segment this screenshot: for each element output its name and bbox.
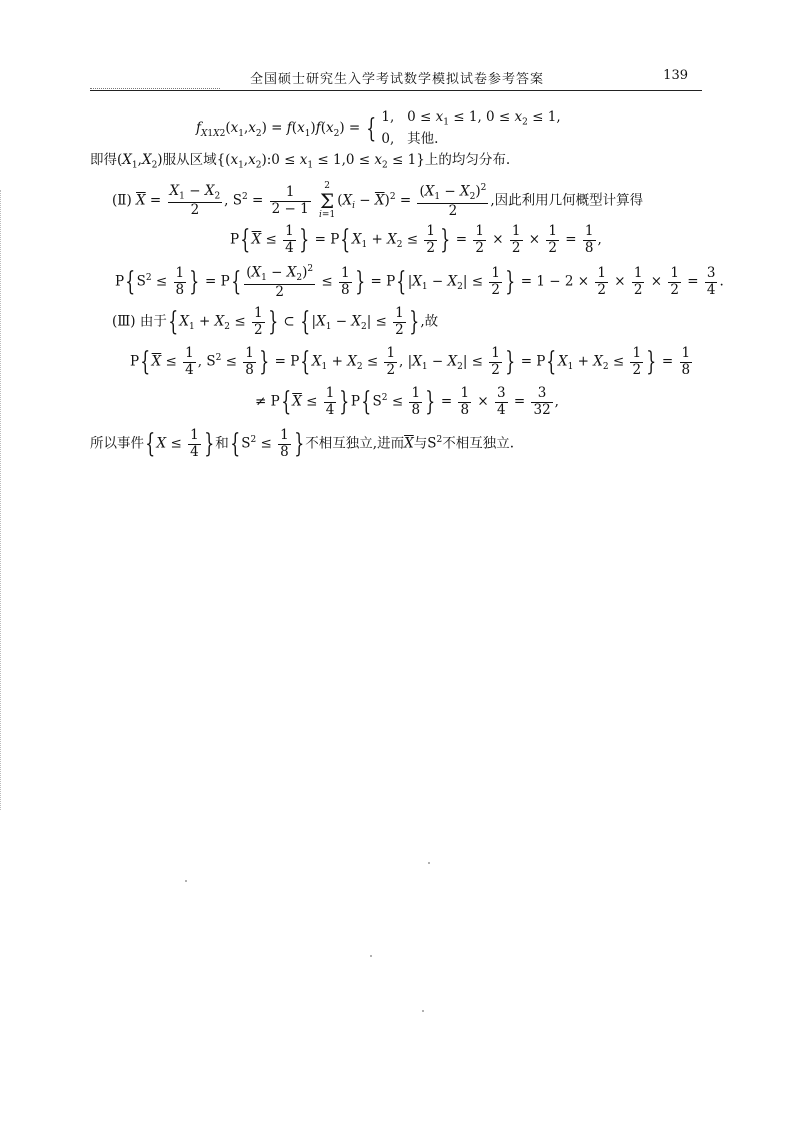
equation-prob-mean: $P\{\overline{X}$ ≤ $\frac{1}{4}$ } = $P\{X_1 + X_2$ ≤ $\frac{1}{2}$ } = $\frac{1}{2}$ × $\frac{1}{2}$ × $\frac{1}{2}$ = $\frac{1}{8}$ , xyxy=(230,223,602,256)
equation-prob-variance: $P\{S^2$ ≤ $\frac{1}{8}$ } = P{ $\frac{(X_1 - X_2)^2}{2}$ ≤ $\frac{1}{8}$ } = $P\{|X_1 - X_2|$ ≤ $\frac{1}{2}$ } = 1 − 2 × $\frac{1}{2}$ × $\frac{1}{2}$ × $\frac{1}{2}$ = $\frac{3}{4}$ . xyxy=(115,264,724,300)
scan-speck xyxy=(370,955,372,957)
scan-speck xyxy=(422,1010,424,1012)
scan-speck xyxy=(428,862,430,864)
page-header xyxy=(90,66,702,91)
equation-joint-prob: $P\{\overline{X}$ ≤ $\frac{1}{4}$ , $S^2$ ≤ $\frac{1}{8}$ } = $P\{X_1 + X_2$ ≤ $\frac{1}{2}$ , $|X_1 - X_2|$ ≤ $\frac{1}{2}$ } = $P\{X_1 + X_2$ ≤ $\frac{1}{2}$ } = $\frac{1}{8}$ xyxy=(130,345,691,378)
scan-speck xyxy=(185,880,187,882)
equation-sample-mean-variance: (Ⅱ) $\overline{X}$ = $\frac{X_1 - X_2}{2}$ , $S^2$ = $\frac{1}{2 - 1}$ 2 Σ $i=1(X_i - \overline{X})^2$ = $\frac{(X_1 - X_2)^2}{2}$ ,因此利用几何概型计算得 xyxy=(112,181,644,220)
text-conclusion: 所以事件{X ≤ $\frac{1}{4}$ }和{$S^2$ ≤ $\frac{1}{8}$ }不相互独立,进而$\overline{X}$与$S^2$不相互独立. xyxy=(90,427,514,460)
page-number: 139 xyxy=(663,68,688,83)
text-uniform-distribution: 即得$(X_1,X_2)$服从区域$\{(x_1,x_2):0 \le x_1 \le 1,0 \le x_2 \le 1\}$上的均匀分布. xyxy=(90,152,511,171)
equation-joint-density: $f_{X1X2}(x_1,x_2) = f(x_1)f(x_2)$ = { 1, $0 \le x_1 \le 1$, $0 \le x_2 \le 1$, 0, 其他. xyxy=(196,109,561,147)
header-dotted-rule xyxy=(90,86,220,89)
equation-product-prob: ≠ $P\{\overline{X}$ ≤ $\frac{1}{4}$ }$P\{S^2$ ≤ $\frac{1}{8}$ } = $\frac{1}{8}$ × $\frac{3}{4}$ = $\frac{3}{32}$ , xyxy=(255,385,559,418)
text-subset-relation: (Ⅲ) 由于{$X_1 + X_2$ ≤ $\frac{1}{2}$ } ⊂ {$|X_1 - X_2|$ ≤ $\frac{1}{2}$ },故 xyxy=(112,305,439,338)
scan-margin-artifact xyxy=(0,190,15,810)
header-title: 全国硕士研究生入学考试数学模拟试卷参考答案 xyxy=(250,72,545,87)
